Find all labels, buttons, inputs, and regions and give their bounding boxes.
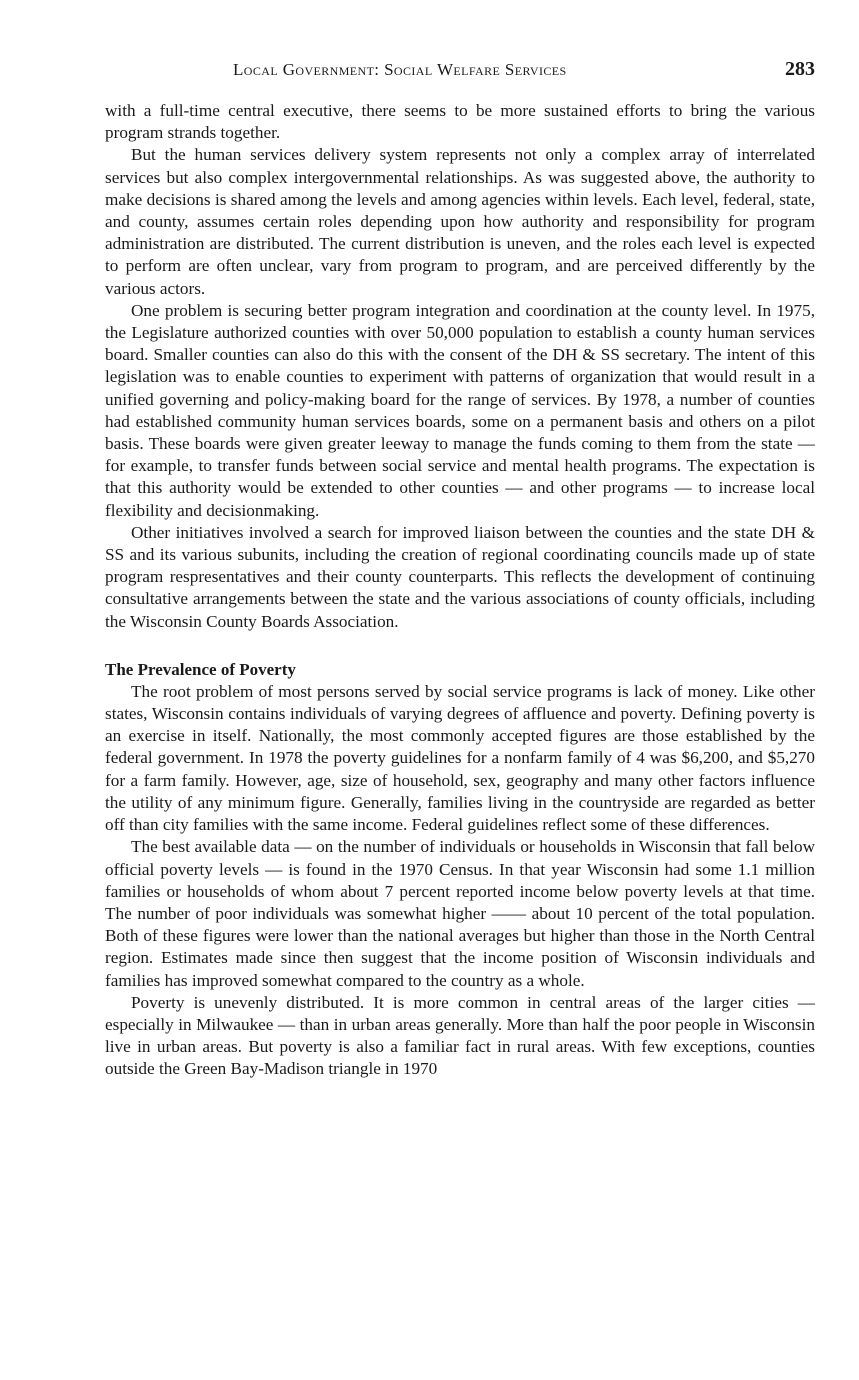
- paragraph-county-integration: One problem is securing better program integration and coordination at the county level. In 1975, the Legislature authorized counties with over 50,000 population to establish a county human services board. Smaller counties can also do this with the consent of the DH & SS secretary. The intent of this legislation was to enable counties to experiment with patterns of organization that would result in a unified governing and policy-making board for the range of services. By 1978, a number of counties had established community human services boards, some on a permanent basis and others on a pilot basis. These boards were given greater leeway to manage the funds coming to them from the state — for example, to transfer funds between social service and mental health programs. The expectation is that this authority would be extended to other counties — and other programs — to increase local flexibility and decisionmaking.: [105, 300, 815, 520]
- paragraph-distribution: Poverty is unevenly distributed. It is more common in central areas of the larger cities — especially in Milwaukee — than in urban areas generally. More than half the poor people in Wisconsin live in urban areas. But poverty is also a familiar fact in rural areas. With few exceptions, counties outside the Green Bay-Madison triangle in 1970: [105, 992, 815, 1079]
- book-page: [105, 58, 815, 1081]
- paragraph-intergovernmental: But the human services delivery system represents not only a complex array of interrelated services but also complex intergovernmental relationships. As was suggested above, the authority to make decisions is shared among the levels and among agencies within levels. Each level, federal, state, and county, assumes certain roles depending upon how authority and responsibility for program administration are distributed. The current distribution is uneven, and the roles each level is expected to perform are often unclear, vary from program to program, and are perceived differently by the various actors.: [105, 145, 815, 298]
- running-title: Local Government: Social Welfare Services: [233, 60, 567, 79]
- running-head: [105, 58, 815, 86]
- paragraph-census-data: The best available data — on the number of individuals or households in Wisconsin that fall below official poverty levels — is found in the 1970 Census. In that year Wisconsin had some 1.1 million families or households of whom about 7 percent reported income below poverty levels at that time. The number of poor individuals was somewhat higher —— about 10 percent of the total population. Both of these figures were lower than the national averages but higher than those in the North Central region. Estimates made since then suggest that the income position of Wisconsin individuals and families has improved somewhat compared to the country as a whole.: [105, 837, 815, 990]
- section-heading: The Prevalence of Poverty: [105, 659, 296, 679]
- paragraph-liaison: Other initiatives involved a search for improved liaison between the counties and the state DH & SS and its various subunits, including the creation of regional coordinating councils made up of state program respresentatives and their county counterparts. This reflects the development of continuing consultative arrangements between the state and the various associations of county officials, including the Wisconsin County Boards Association.: [105, 522, 815, 631]
- continued-paragraph: with a full-time central executive, there seems to be more sustained efforts to bring the various program strands together.: [105, 101, 815, 143]
- paragraph-poverty-root: The root problem of most persons served by social service programs is lack of money. Like other states, Wisconsin contains individuals of varying degrees of affluence and poverty. Defining poverty is an exercise in itself. Nationally, the most commonly accepted figures are those established by the federal government. In 1978 the poverty guidelines for a nonfarm family of 4 was $6,200, and $5,270 for a farm family. However, age, size of household, sex, geography and many other factors influence the utility of any minimum figure. Generally, families living in the countryside are regarded as better off than city families with the same income. Federal guidelines reflect some of these differences.: [105, 681, 815, 835]
- page-number: 283: [785, 58, 815, 80]
